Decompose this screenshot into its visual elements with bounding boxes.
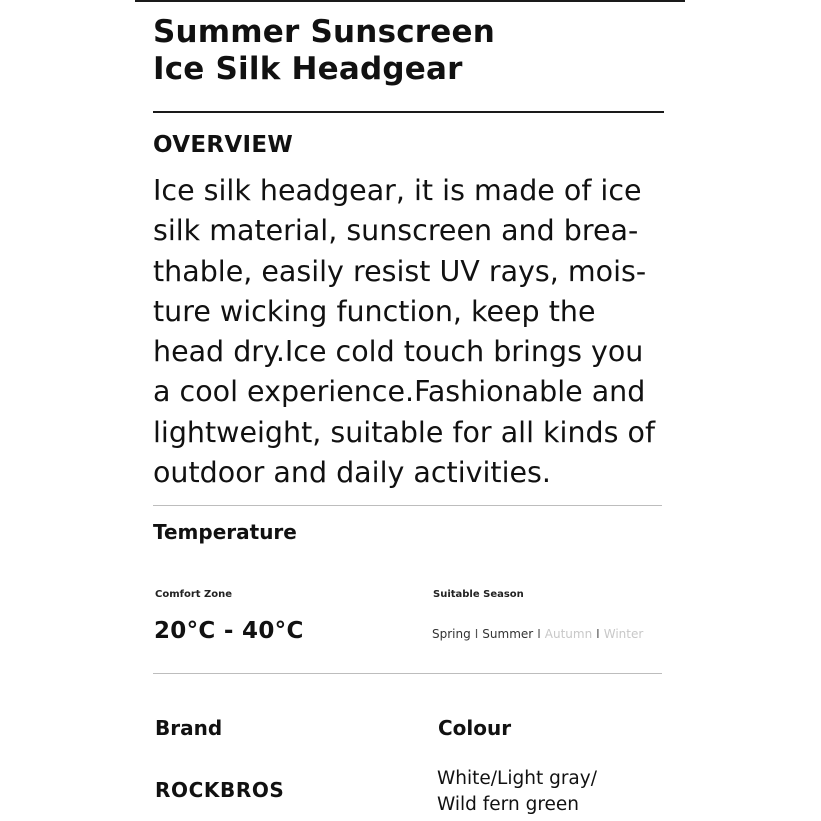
comfort-zone-label: Comfort Zone: [155, 589, 233, 600]
brand-value: ROCKBROS: [155, 778, 285, 802]
season-spring: Spring: [432, 627, 471, 641]
overview-line: silk material, sunscreen and brea-: [153, 214, 639, 248]
colour-value: [437, 766, 597, 818]
brand-heading: Brand: [155, 716, 223, 740]
suitable-season-label: Suitable Season: [433, 589, 524, 600]
section-divider: [153, 673, 662, 674]
title-line-2: Ice Silk Headgear: [153, 51, 463, 87]
top-border: [135, 0, 685, 2]
temperature-heading: Temperature: [153, 520, 297, 544]
season-winter: Winter: [603, 627, 644, 641]
colour-line-1: White/Light gray/: [437, 768, 597, 789]
season-separator: I: [596, 627, 600, 641]
overview-description: [153, 171, 693, 493]
overview-line: ture wicking function, keep the: [153, 294, 596, 328]
season-separator: I: [537, 627, 541, 641]
overview-line: a cool experience.Fashionable and: [153, 375, 646, 409]
product-title: [153, 14, 495, 88]
overview-heading: OVERVIEW: [153, 132, 293, 158]
colour-heading: Colour: [438, 716, 512, 740]
overview-line: head dry.Ice cold touch brings you: [153, 335, 644, 369]
overview-line: outdoor and daily activities.: [153, 456, 551, 490]
season-summer: Summer: [482, 627, 534, 641]
title-line-1: Summer Sunscreen: [153, 14, 496, 50]
season-autumn: Autumn: [544, 627, 593, 641]
overview-line: lightweight, suitable for all kinds of: [153, 415, 656, 449]
season-list: [432, 627, 643, 641]
overview-line: Ice silk headgear, it is made of ice: [153, 174, 642, 207]
colour-line-2: Wild fern green: [437, 794, 580, 815]
comfort-zone-value: 20°C - 40°C: [154, 618, 304, 644]
overview-line: thable, easily resist UV rays, mois-: [153, 254, 647, 288]
season-separator: I: [474, 627, 479, 641]
title-divider: [153, 111, 664, 113]
section-divider: [153, 505, 662, 506]
